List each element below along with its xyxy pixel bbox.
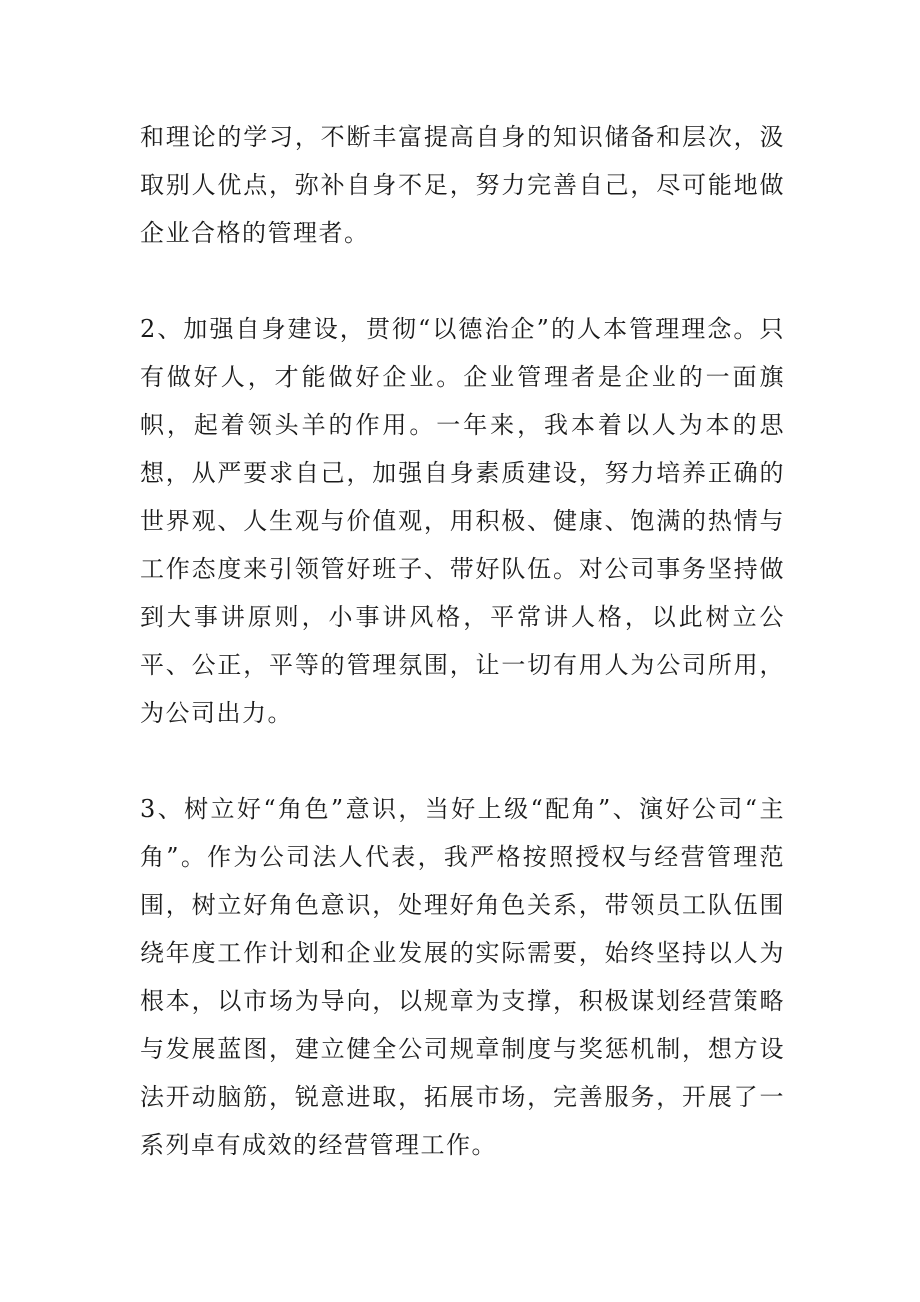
paragraph-item-3: 3、树立好“角色”意识，当好上级“配角”、演好公司“主角”。作为公司法人代表，我严格按照授权与经营管理范围，树立好角色意识，处理好角色关系，带领员工队伍围绕年度工作计划和企业发展的实际需要，始终坚持以人为根本，以市场为导向，以规章为支撑，积极谋划经营策略与发展蓝图，建立健全公司规章制度与奖惩机制，想方设法开动脑筋，锐意进取，拓展市场，完善服务，开展了一系列卓有成效的经营管理工作。 [140, 795, 785, 1159]
paragraph-continuation: 和理论的学习，不断丰富提高自身的知识储备和层次，汲取别人优点，弥补自身不足，努力完善自己，尽可能地做企业合格的管理者。 [140, 123, 785, 247]
document-body [140, 113, 785, 1169]
paragraph-item-2: 2、加强自身建设，贯彻“以德治企”的人本管理理念。只有做好人，才能做好企业。企业管理者是企业的一面旗帜，起着领头羊的作用。一年来，我本着以人为本的思想，从严要求自己，加强自身素质建设，努力培养正确的世界观、人生观与价值观，用积极、健康、饱满的热情与工作态度来引领管好班子、带好队伍。对公司事务坚持做到大事讲原则，小事讲风格，平常讲人格，以此树立公平、公正，平等的管理氛围，让一切有用人为公司所用，为公司出力。 [140, 315, 785, 727]
